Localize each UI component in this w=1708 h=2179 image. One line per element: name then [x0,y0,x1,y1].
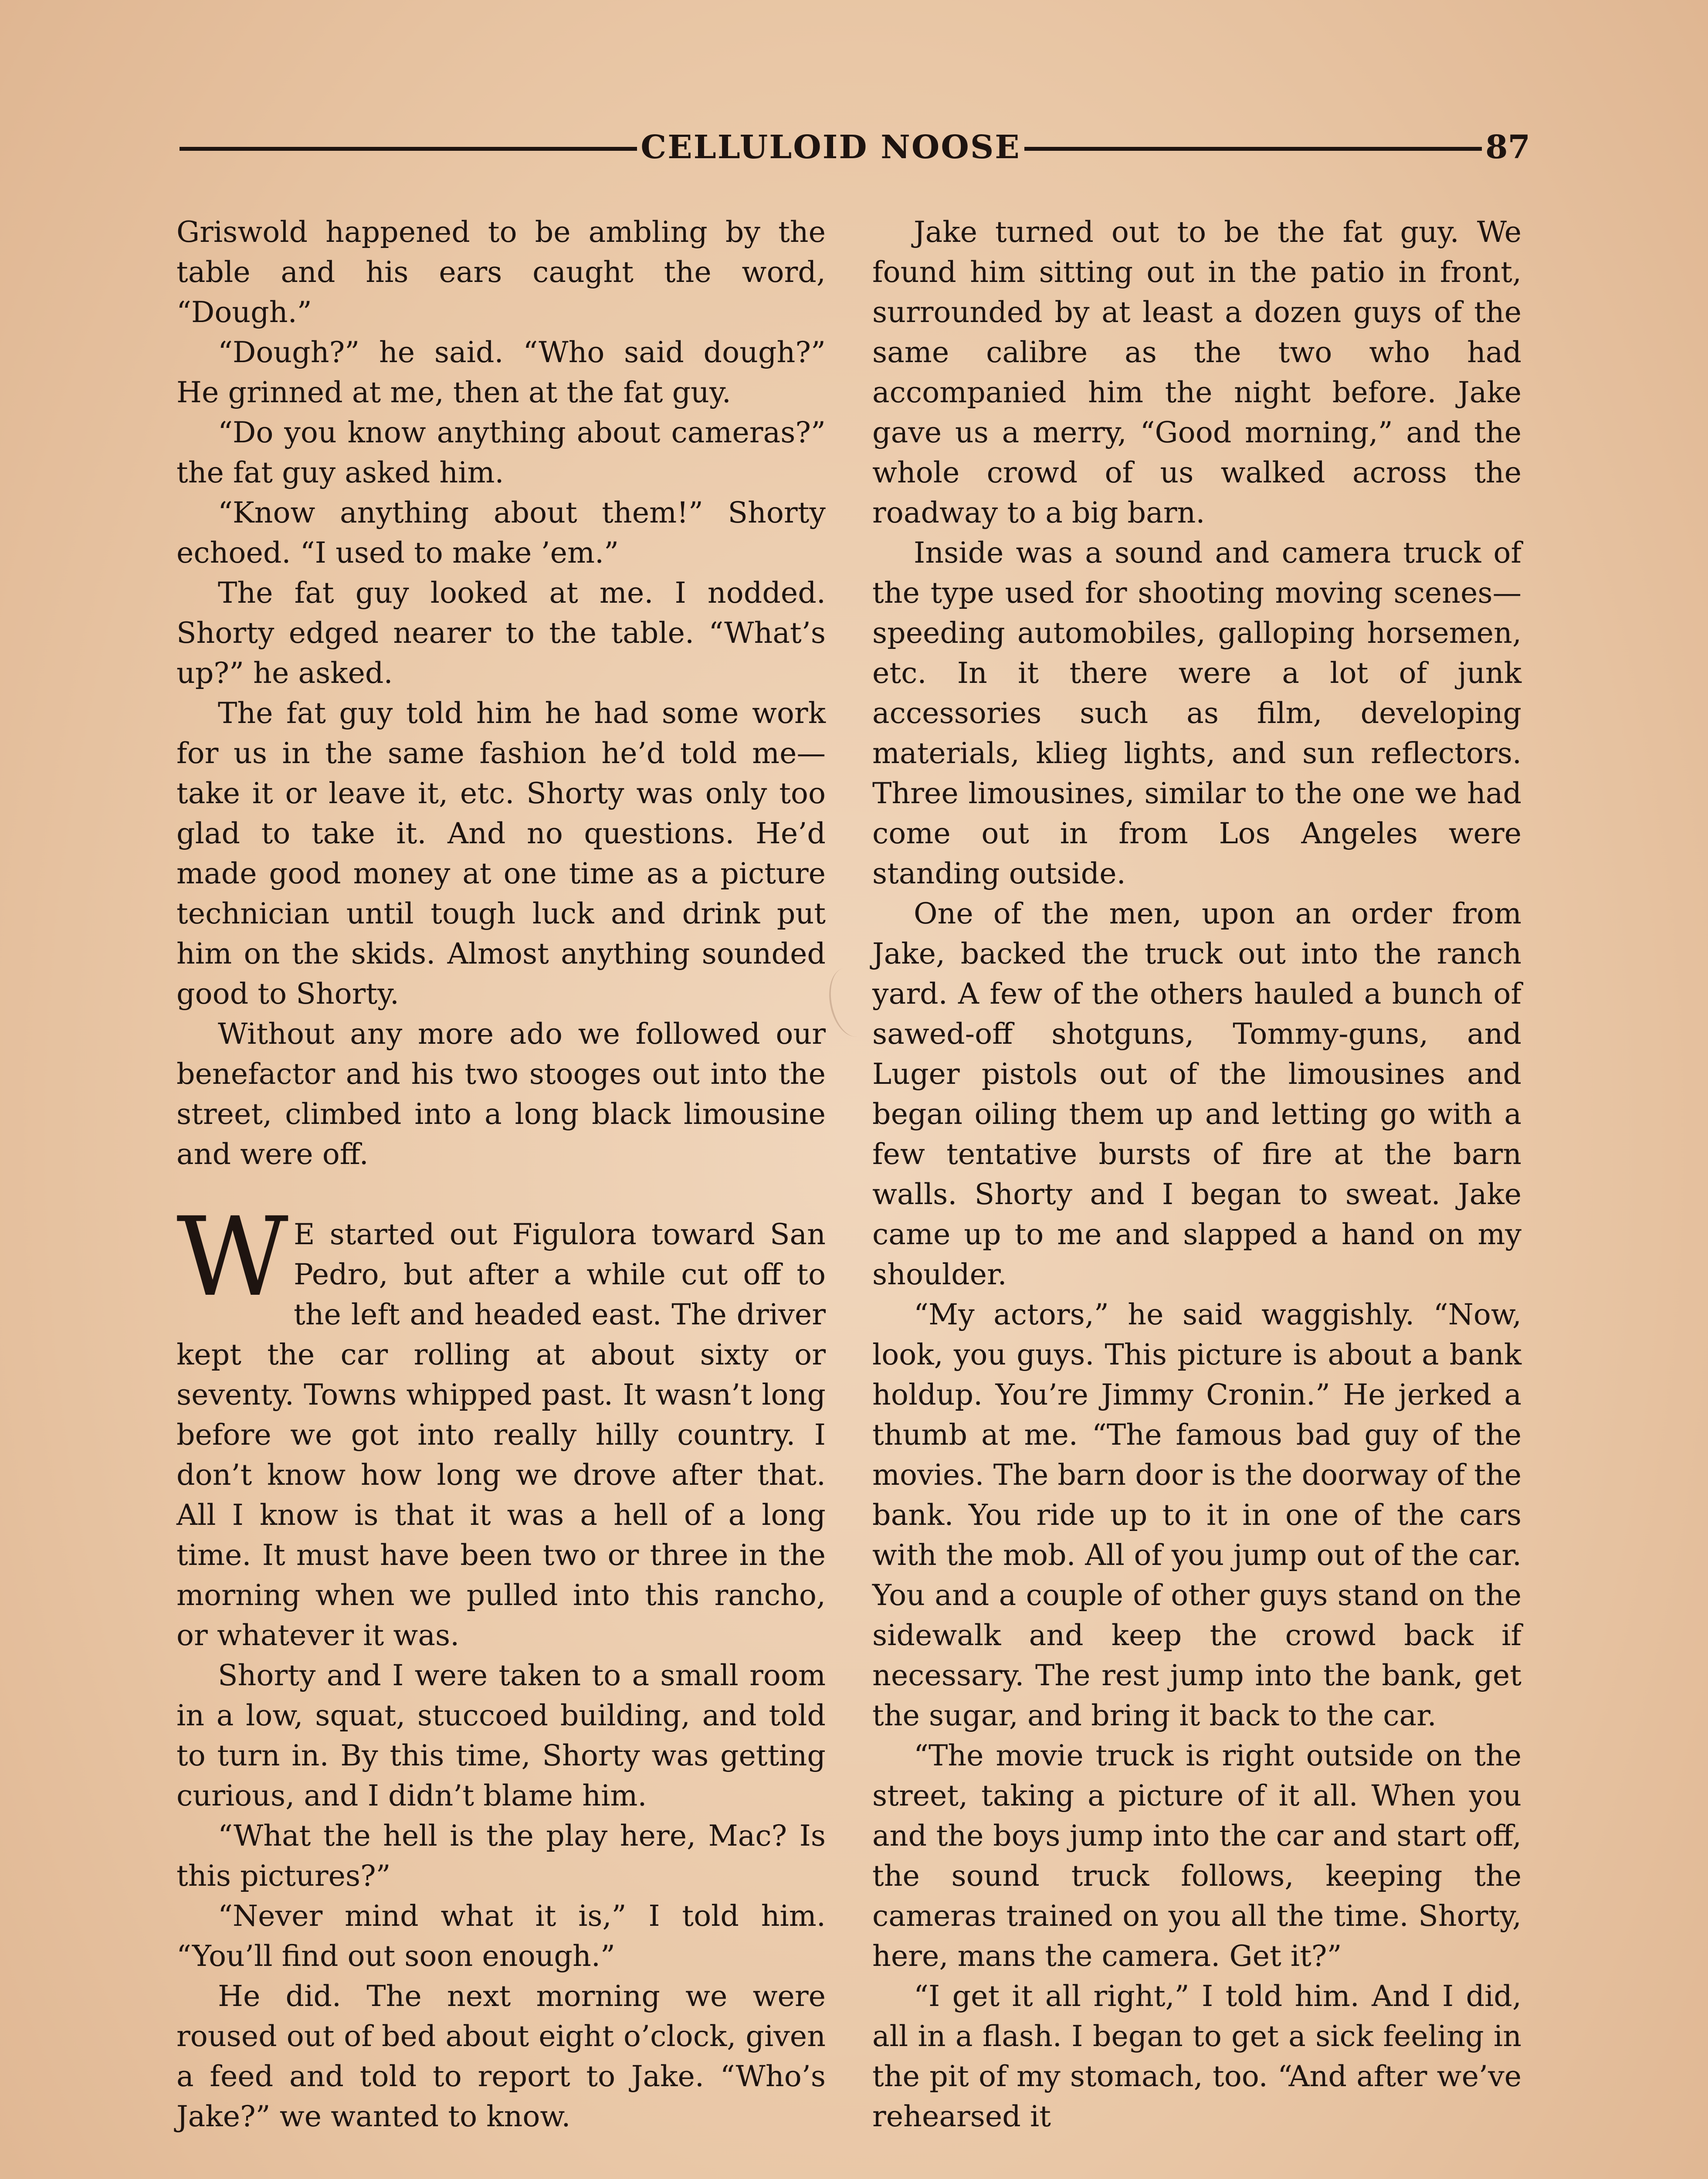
story-title: CELLULOID NOOSE [640,129,1021,166]
header-rule-left [180,147,637,151]
paragraph: Griswold happened to be ambling by the table and his ears caught the word, “Dough.” [176,215,826,329]
paragraph: “Know anything about them!” Shorty echoed. “I used to make ’em.” [176,496,826,570]
paper-crease-mark [823,964,878,1041]
paragraph: “I get it all right,” I told him. And I did, all in a flash. I began to get a sick feeling in the pit of my stomach, too. “And after we’ve rehearsed it [872,1979,1522,2133]
left-column [176,212,826,2136]
paragraph: He did. The next morning we were roused out of bed about eight o’clock, given a feed and told to report to Jake. “Who’s Jake?” we wanted to know. [176,1979,826,2133]
paragraph: “The movie truck is right outside on the street, taking a picture of it all. When you and the boys jump into the car and start off, the sound truck follows, keeping the cameras trained on you all the time. Shorty, here, mans the camera. Get it?” [872,1738,1522,1973]
paragraph: The fat guy looked at me. I nodded. Shorty edged nearer to the table. “What’s up?” he asked. [176,576,826,690]
paragraph: Shorty and I were taken to a small room in a low, squat, stuccoed building, and told to turn in. By this time, Shorty was getting curious, and I didn’t blame him. [176,1658,826,1812]
paragraph: The fat guy told him he had some work for us in the same fashion he’d told me—take it or leave it, etc. Shorty was only too glad to take it. And no questions. He’d made good money at one time as a picture technician until tough luck and drink put him on the skids. Almost anything sounded good to Shorty. [176,696,826,1011]
paragraph: “Do you know anything about cameras?” the fat guy asked him. [176,415,826,489]
paragraph: “Dough?” he said. “Who said dough?” He grinned at me, then at the fat guy. [176,335,826,409]
paragraph: One of the men, upon an order from Jake, backed the truck out into the ranch yard. A few of the others hauled a bunch of sawed-off shotguns, Tommy-guns, and Luger pistols out of the limousines and began oiling them up and letting go with a few tentative bursts of fire at the barn walls. Shorty and I began to sweat. Jake came up to me and slapped a hand on my shoulder. [872,896,1522,1291]
drop-cap: W [176,1194,288,1320]
section-start-paragraph [176,1194,826,1655]
right-column [872,212,1522,2136]
page-number: 87 [1485,129,1530,166]
paragraph: Without any more ado we followed our benefactor and his two stooges out into the street, climbed into a long black limousine and were off. [176,1017,826,1171]
running-header [180,117,1530,178]
paragraph: “Never mind what it is,” I told him. “You’ll find out soon enough.” [176,1899,826,1973]
paragraph: Inside was a sound and camera truck of the type used for shooting moving scenes—speeding automobiles, galloping horsemen, etc. In it there were a lot of junk accessories such as film, developing materials, klieg lights, and sun reflectors. Three limousines, similar to the one we had come out in from Los Angeles were standing outside. [872,536,1522,890]
paragraph: “What the hell is the play here, Mac? Is this pictures?” [176,1819,826,1893]
paragraph-text: E started out Figulora toward San Pedro, but after a while cut off to the left and headed east. The driver kept the car rolling at about sixty or seventy. Towns whipped past. It wasn’t long before we got into really hilly country. I don’t know how long we drove after that. All I know is that it was a hell of a long time. It must have been two or three in the morning when we pulled into this rancho, or whatever it was. [176,1217,826,1652]
header-rule-right [1024,147,1482,151]
paragraph: “My actors,” he said waggishly. “Now, look, you guys. This picture is about a bank holdup. You’re Jimmy Cronin.” He jerked a thumb at me. “The famous bad guy of the movies. The barn door is the doorway of the bank. You ride up to it in one of the cars with the mob. All of you jump out of the car. You and a couple of other guys stand on the sidewalk and keep the crowd back if necessary. The rest jump into the bank, get the sugar, and bring it back to the car. [872,1297,1522,1732]
paragraph: Jake turned out to be the fat guy. We found him sitting out in the patio in front, surrounded by at least a dozen guys of the same calibre as the two who had accompanied him the night before. Jake gave us a merry, “Good morning,” and the whole crowd of us walked across the roadway to a big barn. [872,215,1522,529]
